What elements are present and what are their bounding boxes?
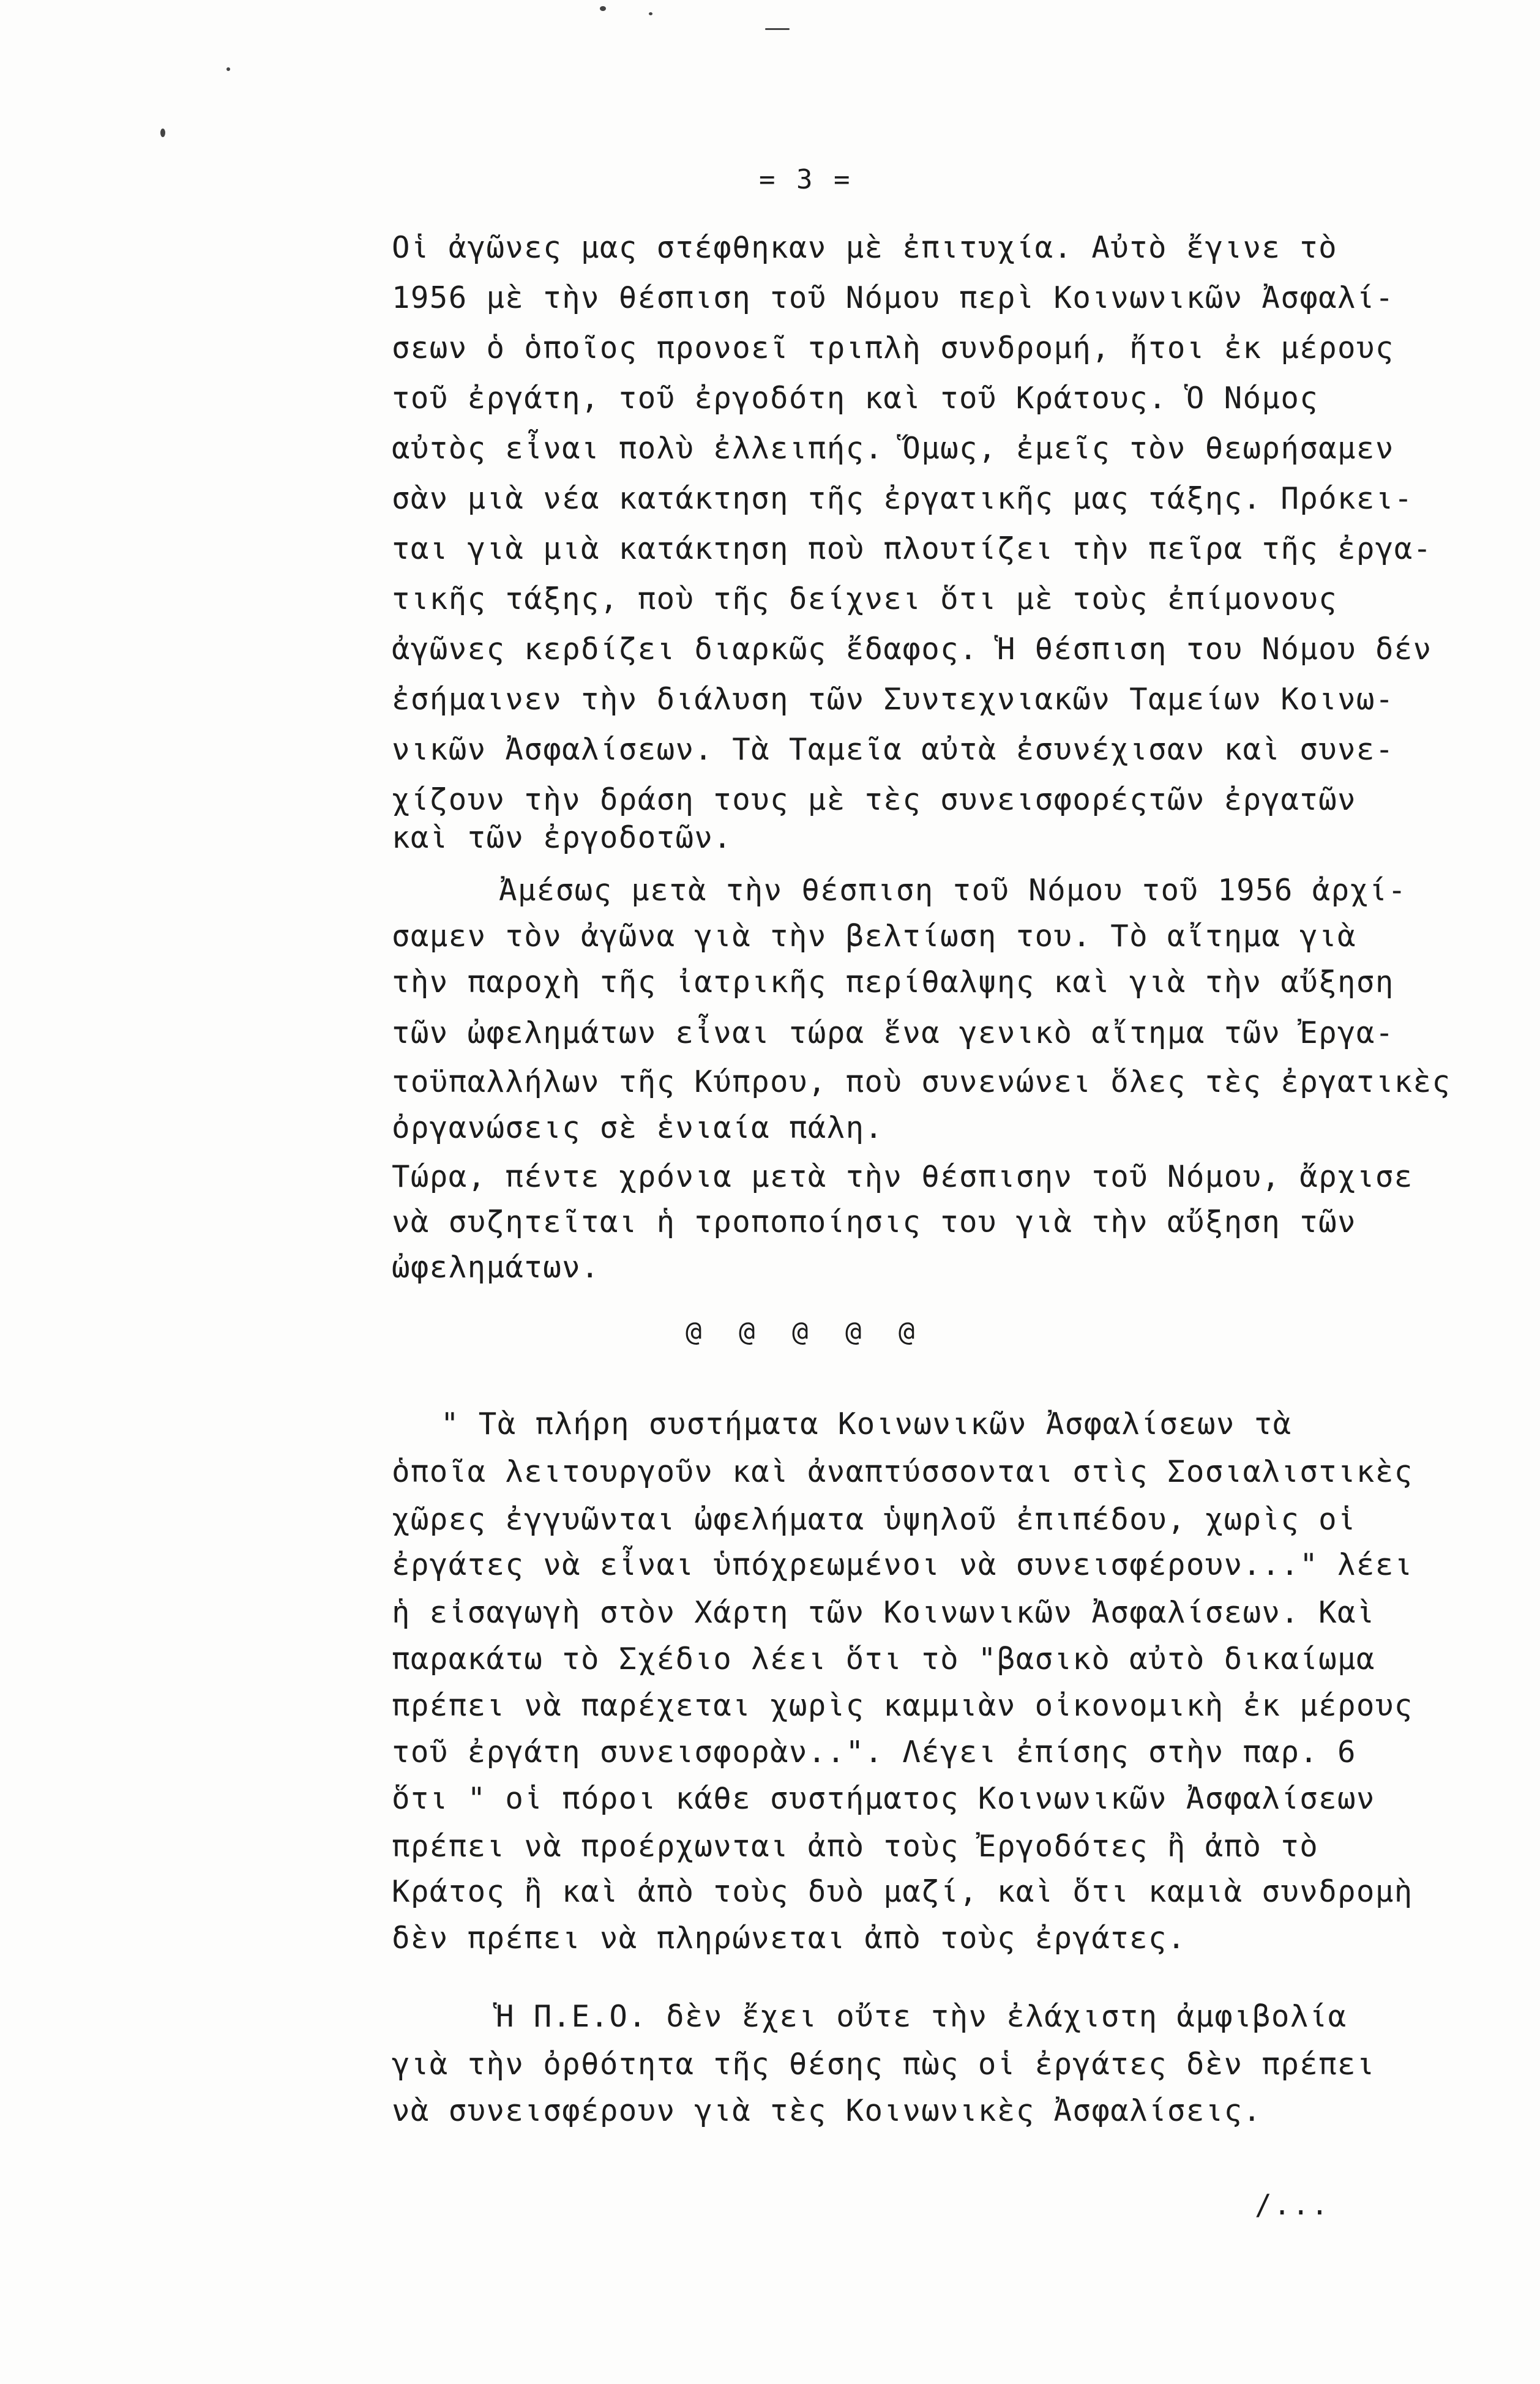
- text-line: ται γιὰ μιὰ κατάκτηση ποὺ πλουτίζει τὴν πεῖρα τῆς ἐργα-: [392, 531, 1432, 566]
- text-line: τῶν ὠφελημάτων εἶναι τώρα ἕνα γενικὸ αἴτημα τῶν Ἐργα-: [392, 1015, 1394, 1050]
- text-line: ἡ εἰσαγωγὴ στὸν Χάρτη τῶν Κοινωνικῶν Ἀσφαλίσεων. Καὶ: [392, 1595, 1375, 1630]
- text-line: χῶρες ἐγγυῶνται ὠφελήματα ὑψηλοῦ ἐπιπέδου, χωρὶς οἱ: [392, 1502, 1356, 1537]
- text-line: τοῦ ἐργάτη συνεισφορὰν..". Λέγει ἐπίσης στὴν παρ. 6: [392, 1735, 1356, 1769]
- page-number: = 3 =: [759, 164, 853, 195]
- text-line: ὅτι " οἱ πόροι κάθε συστήματος Κοινωνικῶν Ἀσφαλίσεων: [392, 1781, 1375, 1816]
- text-line: αὐτὸς εἶναι πολὺ ἐλλειπής. Ὅμως, ἐμεῖς τὸν θεωρήσαμεν: [392, 431, 1394, 466]
- text-line: νὰ συνεισφέρουν γιὰ τὲς Κοινωνικὲς Ἀσφαλίσεις.: [392, 2093, 1262, 2128]
- text-line: Ἀμέσως μετὰ τὴν θέσπιση τοῦ Νόμου τοῦ 1956 ἀρχί-: [499, 873, 1407, 908]
- text-line: τὴν παροχὴ τῆς ἰατρικῆς περίθαλψης καὶ γιὰ τὴν αὔξηση: [392, 965, 1394, 1000]
- text-line: νὰ συζητεῖται ἡ τροποποίησις του γιὰ τὴν αὔξηση τῶν: [392, 1205, 1356, 1239]
- text-line: τοῦ ἐργάτη, τοῦ ἐργοδότη καὶ τοῦ Κράτους. Ὁ Νόμος: [392, 381, 1319, 416]
- scan-speck: [160, 129, 165, 137]
- text-line: Κράτος ἢ καὶ ἀπὸ τοὺς δυὸ μαζί, καὶ ὅτι καμιὰ συνδρομὴ: [392, 1874, 1413, 1909]
- text-line: νικῶν Ἀσφαλίσεων. Τὰ Ταμεῖα αὐτὰ ἐσυνέχισαν καὶ συνε-: [392, 732, 1394, 767]
- text-line: πρέπει νὰ παρέχεται χωρὶς καμμιὰν οἰκονομικὴ ἐκ μέρους: [392, 1688, 1413, 1723]
- text-line: ἐσήμαινεν τὴν διάλυση τῶν Συντεχνιακῶν Ταμείων Κοινω-: [392, 682, 1394, 717]
- text-line: " Τὰ πλήρη συστήματα Κοινωνικῶν Ἀσφαλίσεων τὰ: [441, 1407, 1292, 1441]
- continuation-mark: /...: [1255, 2188, 1330, 2221]
- text-line: καὶ τῶν ἐργοδοτῶν.: [392, 820, 733, 855]
- text-line: Οἱ ἀγῶνες μας στέφθηκαν μὲ ἐπιτυχία. Αὐτὸ ἔγινε τὸ: [392, 230, 1338, 265]
- scan-speck: [765, 28, 790, 30]
- scan-speck: [226, 67, 230, 71]
- text-line: πρέπει νὰ προέρχωνται ἀπὸ τοὺς Ἐργοδότες ἢ ἀπὸ τὸ: [392, 1829, 1319, 1864]
- text-line: ὀργανώσεις σὲ ἑνιαία πάλη.: [392, 1110, 884, 1145]
- text-line: τικῆς τάξης, ποὺ τῆς δείχνει ὅτι μὲ τοὺς ἐπίμονους: [392, 581, 1338, 616]
- text-line: ὁποῖα λειτουργοῦν καὶ ἀναπτύσσονται στὶς Σοσιαλιστικὲς: [392, 1454, 1413, 1489]
- text-line: Τώρα, πέντε χρόνια μετὰ τὴν θέσπισην τοῦ Νόμου, ἄρχισε: [392, 1159, 1413, 1194]
- text-line: παρακάτω τὸ Σχέδιο λέει ὅτι τὸ "βασικὸ αὐτὸ δικαίωμα: [392, 1642, 1375, 1676]
- text-line: γιὰ τὴν ὀρθότητα τῆς θέσης πὼς οἱ ἐργάτες δὲν πρέπει: [392, 2047, 1375, 2082]
- text-line: ὠφελημάτων.: [392, 1250, 600, 1285]
- text-line: τοϋπαλλήλων τῆς Κύπρου, ποὺ συνενώνει ὅλες τὲς ἐργατικὲς: [392, 1064, 1451, 1099]
- scan-speck: [649, 12, 652, 15]
- text-line: χίζουν τὴν δράση τους μὲ τὲς συνεισφορέςτῶν ἐργατῶν: [392, 782, 1356, 817]
- text-line: Ἡ Π.Ε.Ο. δὲν ἔχει οὔτε τὴν ἐλάχιστη ἀμφιβολία: [496, 1999, 1347, 2034]
- text-line: 1956 μὲ τὴν θέσπιση τοῦ Νόμου περὶ Κοινωνικῶν Ἀσφαλί-: [392, 280, 1394, 315]
- text-line: σὰν μιὰ νέα κατάκτηση τῆς ἐργατικῆς μας τάξης. Πρόκει-: [392, 481, 1413, 516]
- scan-speck: [600, 6, 606, 11]
- text-line: ἐργάτες νὰ εἶναι ὑπόχρεωμένοι νὰ συνεισφέρουν..." λέει: [392, 1547, 1413, 1582]
- text-line: ἀγῶνες κερδίζει διαρκῶς ἔδαφος. Ἡ θέσπιση του Νόμου δέν: [392, 632, 1432, 667]
- text-line: σεων ὁ ὁποῖος προνοεῖ τριπλὴ συνδρομή, ἤτοι ἐκ μέρους: [392, 331, 1394, 365]
- text-line: δὲν πρέπει νὰ πληρώνεται ἀπὸ τοὺς ἐργάτες.: [392, 1921, 1186, 1956]
- section-separator: @ @ @ @ @: [686, 1316, 916, 1347]
- text-line: σαμεν τὸν ἀγῶνα γιὰ τὴν βελτίωση του. Τὸ αἴτημα γιὰ: [392, 919, 1356, 954]
